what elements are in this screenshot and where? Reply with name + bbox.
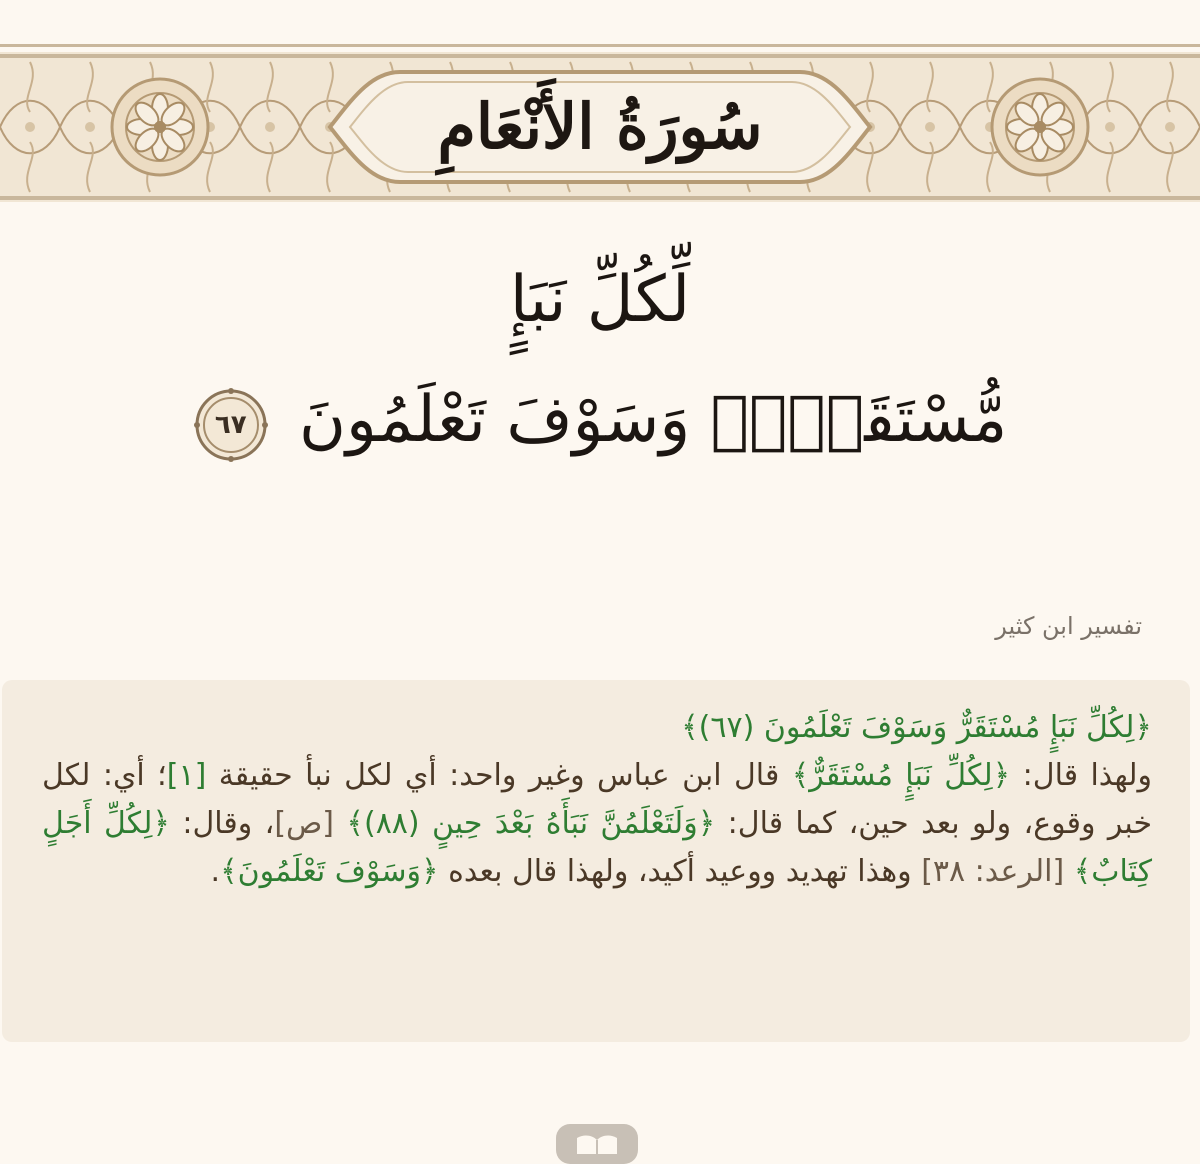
tafsir-card [2,680,1190,1042]
verse-line-2-text: مُّسْتَقَرٌّۚ وَسَوْفَ تَعْلَمُونَ [299,383,1008,457]
quran-quote: ﴿وَسَوْفَ تَعْلَمُونَ﴾ [220,854,439,889]
tafsir-paragraph [42,752,1152,896]
surah-title: سُورَةُ الأَنْعَامِ [437,89,763,163]
quran-quote: ﴿وَلَتَعْلَمُنَّ نَبَأَهُ بَعْدَ حِينٍ (٨٨)﴾ [346,806,716,841]
ayah-number: ٦٧ [214,409,247,440]
ayah-number-marker[interactable] [193,387,269,463]
verse-line-2 [0,360,1200,480]
verse-display [0,240,1200,560]
footnote-ref[interactable]: [١] [166,758,207,793]
tafsir-source-label[interactable]: تفسير ابن كثير [995,612,1142,640]
tafsir-text-segment: . [210,854,221,889]
bottom-menu-handle[interactable] [556,1124,638,1164]
tafsir-heading-quote: ﴿لِكُلِّ نَبَإٍ مُسْتَقَرٌّ وَسَوْفَ تَعْلَمُونَ (٦٧)﴾ [681,710,1152,745]
tafsir-text [42,704,1152,896]
tafsir-text-segment: قال ابن عباس وغير واحد: أي لكل نبأ حقيقة [206,758,792,793]
tafsir-text-segment: ، وقال: [170,806,275,841]
quran-quote: ﴿لِكُلِّ أَجَلٍ كِتَابٌ﴾ [42,806,1152,889]
surah-reference: [ص] [274,806,347,841]
top-divider [0,44,1200,47]
verse-line-1: لِّكُلِّ نَبَإٍ [509,263,691,337]
tafsir-text-segment: وهذا تهديد ووعيد أكيد، ولهذا قال بعده [438,854,922,889]
tafsir-text-segment: ولهذا قال: [1010,758,1153,793]
quran-quote: ﴿لِكُلِّ نَبَإٍ مُسْتَقَرٌّ﴾ [791,758,1011,793]
tafsir-text-segment: ؛ أي: لكل خبر وقوع، ولو بعد حين، كما قال: [42,758,1152,841]
book-icon [574,1132,620,1156]
surah-reference: [الرعد: ٣٨] [921,854,1074,889]
